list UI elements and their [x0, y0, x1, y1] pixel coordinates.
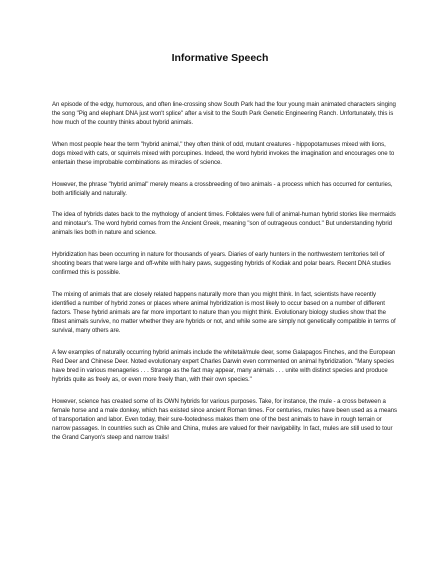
paragraph: The idea of hybrids dates back to the mythology of ancient times. Folktales were full of animal-human hybrid stories like mermaids and minotaur's. The word hybrid comes from the Ancient Greek, meaning "son of outrageous conduct." But understanding hybrid animals lies both in nature and science.: [52, 211, 396, 237]
paragraph: However, the phrase "hybrid animal" merely means a crossbreeding of two animals - a process which has occurred for centuries, both artificially and naturally.: [52, 180, 393, 197]
paragraph: However, science has created some of its OWN hybrids for various purposes. Take, for instance, the mule - a cross between a female horse and a male donkey, which has existed since ancient Roman times. For centuries, mules have been used as a means of transportation and labor. Even today, their sure-footedness makes them one of the best animals to have in rough terrain or narrow passages. In countries such as Chile and China, mules are valued for their navigability. In fact, mules are still used to tour the Grand Canyon's steep and narrow trails!: [52, 397, 397, 442]
document-body: [52, 100, 397, 455]
paragraph: A few examples of naturally occurring hybrid animals include the whitetail/mule deer, some Galapagos Finches, and the European Red Deer and Chinese Deer. Noted evolutionary expert Charles Darwin even commented on animal hybridization. "Many species have bred in various menageries . . . Strange as the fact may appear, many animals . . . unite with distinct species and produce hybrids quite as freely as, or even more freely than, with their own species.": [52, 348, 396, 384]
paragraph: When most people hear the term "hybrid animal," they often think of odd, mutant creatures - hippopotamuses mixed with lions, dogs mixed with cats, or squirrels mixed with porcupines. Indeed, the word hybrid invokes the imagination and encourages one to entertain these improbable combinations as miracles of science.: [52, 140, 395, 166]
document-title: Informative Speech: [171, 52, 269, 64]
paragraph: The mixing of animals that are closely related happens naturally more than you might think. In fact, scientists have recently identified a number of hybrid zones or places where animal hybridization is most likely to occur based on a number of different factors. These hybrid animals are far more important to nature than you might think. Evolutionary biology studies show that the fittest animals survive, no matter whether they are hybrids or not, and while some are simply not genetically compatible in terms of survival, many others are.: [52, 290, 396, 335]
paragraph: Hybridization has been occurring in nature for thousands of years. Diaries of early hunters in the northwestern territories tell of shooting bears that were large and off-white with hairy paws, suggesting hybrids of Kodiak and polar bears. Recent DNA studies confirmed this is possible.: [52, 251, 391, 277]
paragraph: An episode of the edgy, humorous, and often line-crossing show South Park had the four young main animated characters singing the song "Pig and elephant DNA just won't splice" after a visit to the South Park Genetic Engineering Ranch. Unfortunately, this is how much of the country thinks about hybrid animals.: [52, 101, 396, 127]
